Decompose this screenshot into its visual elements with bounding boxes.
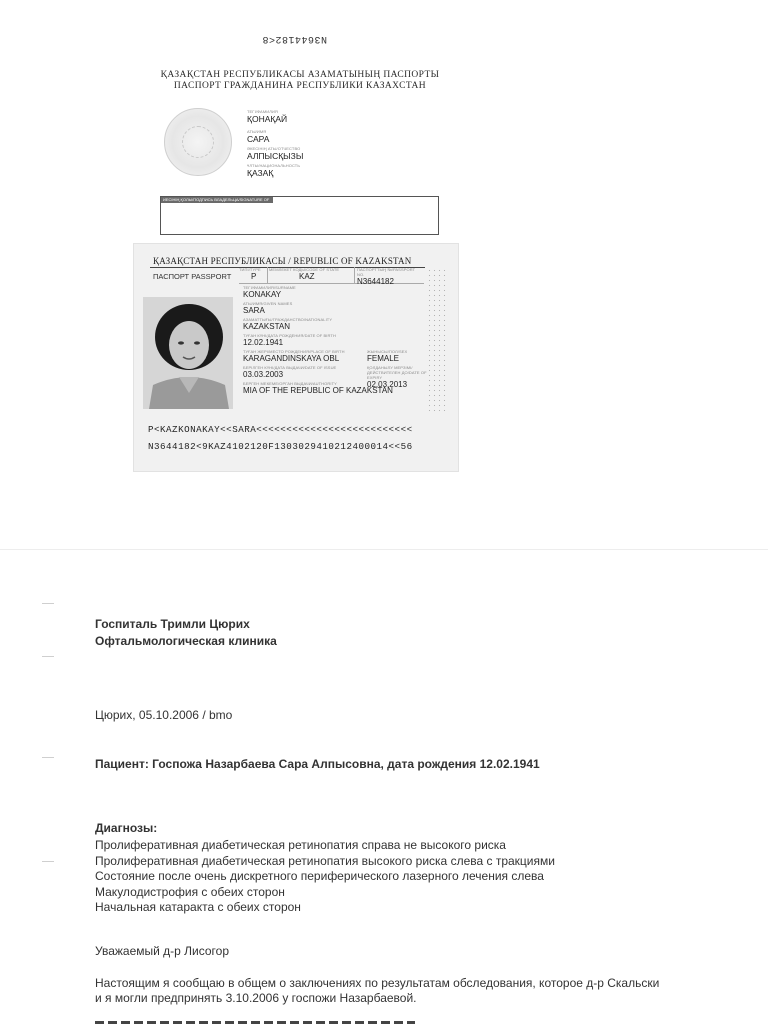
margin-mark xyxy=(42,861,54,862)
passport-number-value: N3644182 xyxy=(357,277,394,286)
date-of-expiry-value: 02.03.2013 xyxy=(367,380,408,389)
personal-field xyxy=(247,146,367,163)
hospital-name: Госпиталь Тримли Цюрих xyxy=(95,617,250,631)
patient-line: Пациент: Госпожа Назарбаева Сара Алпысовна, дата рождения 12.02.1941 xyxy=(95,757,540,771)
security-pattern xyxy=(427,268,447,414)
passport-serial-number: N3644182<8 xyxy=(262,33,328,44)
passport-number-cell xyxy=(357,267,423,286)
diagnosis-item: Пролиферативная диабетическая ретинопатия высокого риска слева с тракциями xyxy=(95,853,555,868)
date-of-issue-field xyxy=(243,365,363,379)
place-and-date: Цюрих, 05.10.2006 / bmo xyxy=(95,708,233,722)
date-of-issue-value: 03.03.2003 xyxy=(243,370,284,379)
diagnosis-item: Макулодистрофия с обеих сторон xyxy=(95,884,285,899)
holder-photo xyxy=(143,297,233,409)
margin-mark xyxy=(42,757,54,758)
place-of-birth-value: KARAGANDINSKAYA OBL xyxy=(243,354,340,363)
authority-value: MIA OF THE REPUBLIC OF KAZAKSTAN xyxy=(243,386,393,395)
authority-label: БЕРГЕН МЕКЕМЕ/ОРГАН ВЫДАЧИ/AUTHORITY xyxy=(243,381,337,386)
signature-box xyxy=(160,196,439,235)
personal-fields-block xyxy=(247,109,367,180)
state-value: KAZ xyxy=(299,272,315,281)
personal-field xyxy=(247,129,367,146)
page-divider xyxy=(0,549,768,550)
mrz-line-1: P<KAZKONAKAY<<SARA<<<<<<<<<<<<<<<<<<<<<<<<<< xyxy=(148,424,413,435)
salutation: Уважаемый д-р Лисогор xyxy=(95,944,230,958)
state-emblem-icon xyxy=(164,108,232,176)
bio-header-row xyxy=(239,267,424,284)
cut-off-text-line xyxy=(95,1019,415,1024)
body-line-2: и я могли предпринять 3.10.2006 у госпожи Назарбаевой. xyxy=(95,991,417,1005)
nationality-value: KAZAKSTAN xyxy=(243,322,290,331)
passport-title-kazakh: ҚАЗАҚСТАН РЕСПУБЛИКАСЫ АЗАМАТЫНЫҢ ПАСПОРТЫ xyxy=(160,70,440,80)
given-names-value: SARA xyxy=(243,306,265,315)
type-label: ТИПІ/TYPE xyxy=(239,267,261,272)
date-of-expiry-field xyxy=(367,365,427,389)
field-label: ҰЛТЫ/НАЦИОНАЛЬНОСТЬ xyxy=(247,163,301,168)
place-of-birth-field xyxy=(243,349,363,363)
diagnosis-item: Состояние после очень дискретного периферического лазерного лечения слева xyxy=(95,869,544,883)
date-of-issue-label: БЕРІЛГЕН КҮНІ/ДАТА ВЫДАЧИ/DATE OF ISSUE xyxy=(243,365,337,370)
field-label: АТЫ/ИМЯ xyxy=(247,129,267,134)
field-value: САРА xyxy=(247,134,270,144)
signature-label: ИЕСІНІҢ ҚОЛЫ/ПОДПИСЬ ВЛАДЕЛЬЦА/SIGNATURE OF BEARER xyxy=(161,197,273,203)
document-type: ПАСПОРТ PASSPORT xyxy=(153,272,232,281)
given-names-label: АТЫ/ИМЯ/GIVEN NAMES xyxy=(243,301,293,306)
state-cell xyxy=(269,267,355,283)
surname-label: ТЕГІ/ФАМИЛИЯ/SURNAME xyxy=(243,285,296,290)
diagnosis-item: Начальная катаракта с обеих сторон xyxy=(95,900,301,914)
field-value: АЛПЫСҚЫЗЫ xyxy=(247,151,304,161)
place-of-birth-label: ТУҒАН ЖЕРІ/МЕСТО РОЖДЕНИЯ/PLACE OF BIRTH xyxy=(243,349,345,354)
diagnoses-list xyxy=(95,838,555,916)
field-value: ҚАЗАҚ xyxy=(247,168,274,178)
date-of-birth-value: 12.02.1941 xyxy=(243,338,284,347)
mrz-line-2: N3644182<9KAZ4102120F1303029410212400014<<56 xyxy=(148,441,413,452)
given-names-field xyxy=(243,301,423,317)
sex-label: ЖЫНЫСЫ/ПОЛ/SEX xyxy=(367,349,408,354)
surname-field xyxy=(243,285,423,301)
date-of-birth-label: ТУҒАН КҮНІ/ДАТА РОЖДЕНИЯ/DATE OF BIRTH xyxy=(243,333,336,338)
field-label: ӘКЕСІНІҢ АТЫ/ОТЧЕСТВО xyxy=(247,146,301,151)
nationality-field xyxy=(243,317,423,333)
passport-title-russian: ПАСПОРТ ГРАЖДАНИНА РЕСПУБЛИКИ КАЗАХСТАН xyxy=(173,81,427,91)
state-label: МЕМЛЕКЕТ КОДЫ/CODE OF STATE xyxy=(269,267,340,272)
type-cell xyxy=(239,267,268,283)
surname-value: KONAKAY xyxy=(243,290,282,299)
personal-field xyxy=(247,163,367,180)
nationality-label: АЗАМАТТЫҒЫ/ГРАЖДАНСТВО/NATIONALITY xyxy=(243,317,333,322)
sex-field xyxy=(367,349,427,363)
type-value: P xyxy=(251,272,257,281)
field-value: ҚОНАҚАЙ xyxy=(247,114,288,124)
margin-mark xyxy=(42,603,54,604)
personal-field xyxy=(247,109,367,129)
date-of-expiry-label: ҚОЛДАНЫЛУ МЕРЗІМІ/ДЕЙСТВИТЕЛЕН ДО/DATE OF EXPIRY xyxy=(367,365,427,380)
diagnoses-title: Диагнозы: xyxy=(95,821,158,835)
portrait-image xyxy=(143,297,233,409)
birthplace-sex-row xyxy=(243,349,423,365)
sex-value: FEMALE xyxy=(367,354,400,363)
bio-fields xyxy=(243,285,427,397)
passport-number-label: ПАСПОРТТЫҢ №/PASSPORT NO. xyxy=(357,267,416,277)
bio-page-header: ҚАЗАҚСТАН РЕСПУБЛИКАСЫ / REPUBLIC OF KAZAKSTAN xyxy=(153,256,412,266)
clinic-name: Офтальмологическая клиника xyxy=(95,634,277,648)
margin-mark xyxy=(42,656,54,657)
date-of-birth-field xyxy=(243,333,423,349)
body-line-1: Настоящим я сообщаю в общем о заключениях по результатам обследования, которое д-р Скальски xyxy=(95,976,660,990)
field-label: ТЕГІ/ФАМИЛИЯ xyxy=(247,109,278,114)
diagnosis-item: Пролиферативная диабетическая ретинопатия справа не высокого риска xyxy=(95,838,506,852)
